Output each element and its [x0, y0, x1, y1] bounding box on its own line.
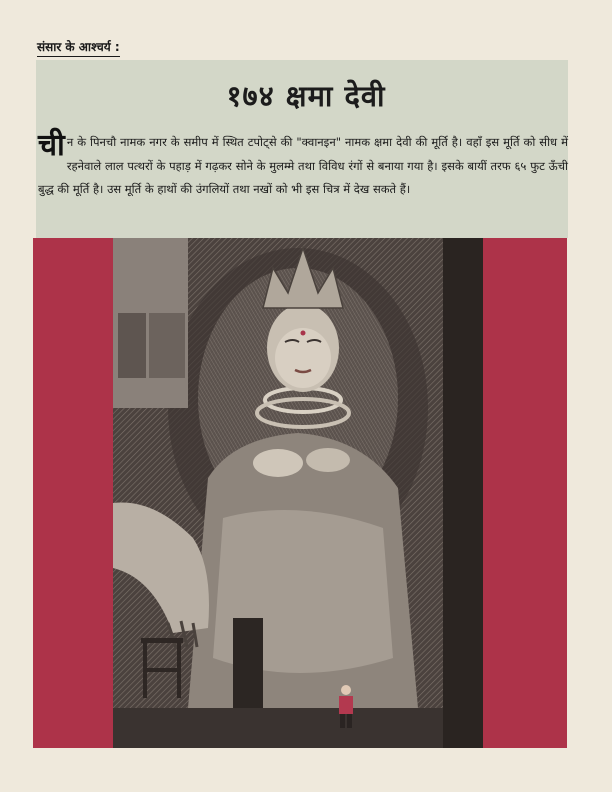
left-red-panel: [33, 238, 113, 748]
statue-illustration: [113, 238, 483, 748]
article-body: [38, 128, 568, 202]
drop-cap: ची: [38, 128, 65, 163]
statue-icon: [113, 238, 483, 748]
right-red-panel: [483, 238, 567, 748]
article-title: १७४ क्षमा देवी: [226, 79, 386, 113]
series-title: संसार के आश्चर्य :: [37, 38, 120, 57]
article-body-text: न के पिनचौ नामक नगर के समीप में स्थित टपोट्से की "क्वानइन" नामक क्षमा देवी की मूर्ति है। वहाँ इस मूर्ति को सीध में रहनेवाले लाल पत्थरों के पहाड़ में गढ़कर सोने के मुलम्मे तथा विविध रंगों से बनाया गया है। इसके बायीं तरफ ६५ फुट ऊँची बुद्ध की मूर्ति है। उस मूर्ति के हाथों की उंगलियों तथा नखों को भी इस चित्र में देख सकते हैं।: [38, 135, 568, 196]
